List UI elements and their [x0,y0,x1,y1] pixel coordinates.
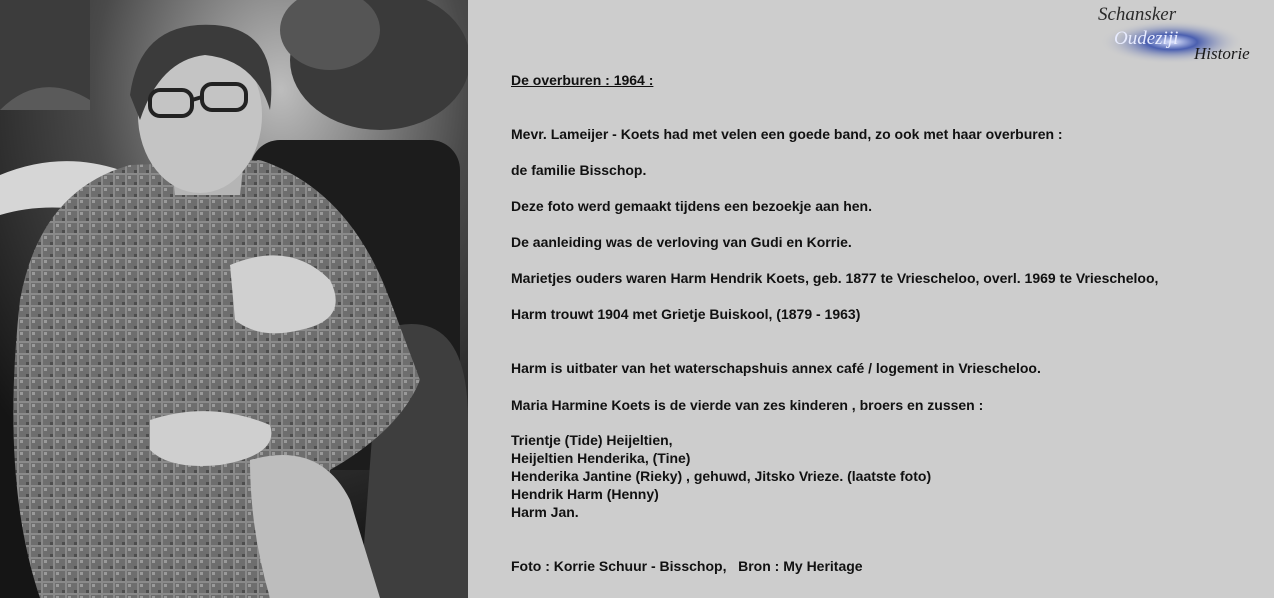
list-item: Trientje (Tide) Heijeltien, [511,432,673,448]
logo-line-1: Schansker [1098,4,1177,25]
logo [1098,2,1270,68]
list-item: Hendrik Harm (Henny) [511,486,659,502]
paragraph-5: Marietjes ouders waren Harm Hendrik Koets, geb. 1877 te Vriescheloo, overl. 1969 te Vriescheloo, [511,270,1159,286]
paragraph-3: Deze foto werd gemaakt tijdens een bezoekje aan hen. [511,198,872,214]
portrait-photo [0,0,468,598]
page-title: De overburen : 1964 : [511,72,654,88]
text-panel [468,0,1274,598]
logo-line-3: Historie [1194,44,1250,63]
list-item: Henderika Jantine (Rieky) , gehuwd, Jitsko Vrieze. (laatste foto) [511,468,932,484]
paragraph-4: De aanleiding was de verloving van Gudi en Korrie. [511,234,852,250]
photo-credit: Foto : Korrie Schuur - Bisschop, Bron : My Heritage [511,558,863,574]
paragraph-8: Maria Harmine Koets is de vierde van zes kinderen , broers en zussen : [511,397,984,413]
paragraph-7: Harm is uitbater van het waterschapshuis annex café / logement in Vriescheloo. [511,360,1041,376]
list-item: Harm Jan. [511,504,579,520]
paragraph-1: Mevr. Lameijer - Koets had met velen een goede band, zo ook met haar overburen : [511,126,1063,142]
paragraph-6: Harm trouwt 1904 met Grietje Buiskool, (1879 - 1963) [511,306,861,322]
logo-line-2: Oudeziji [1114,28,1179,49]
list-item: Heijeltien Henderika, (Tine) [511,450,691,466]
paragraph-2: de familie Bisschop. [511,162,647,178]
